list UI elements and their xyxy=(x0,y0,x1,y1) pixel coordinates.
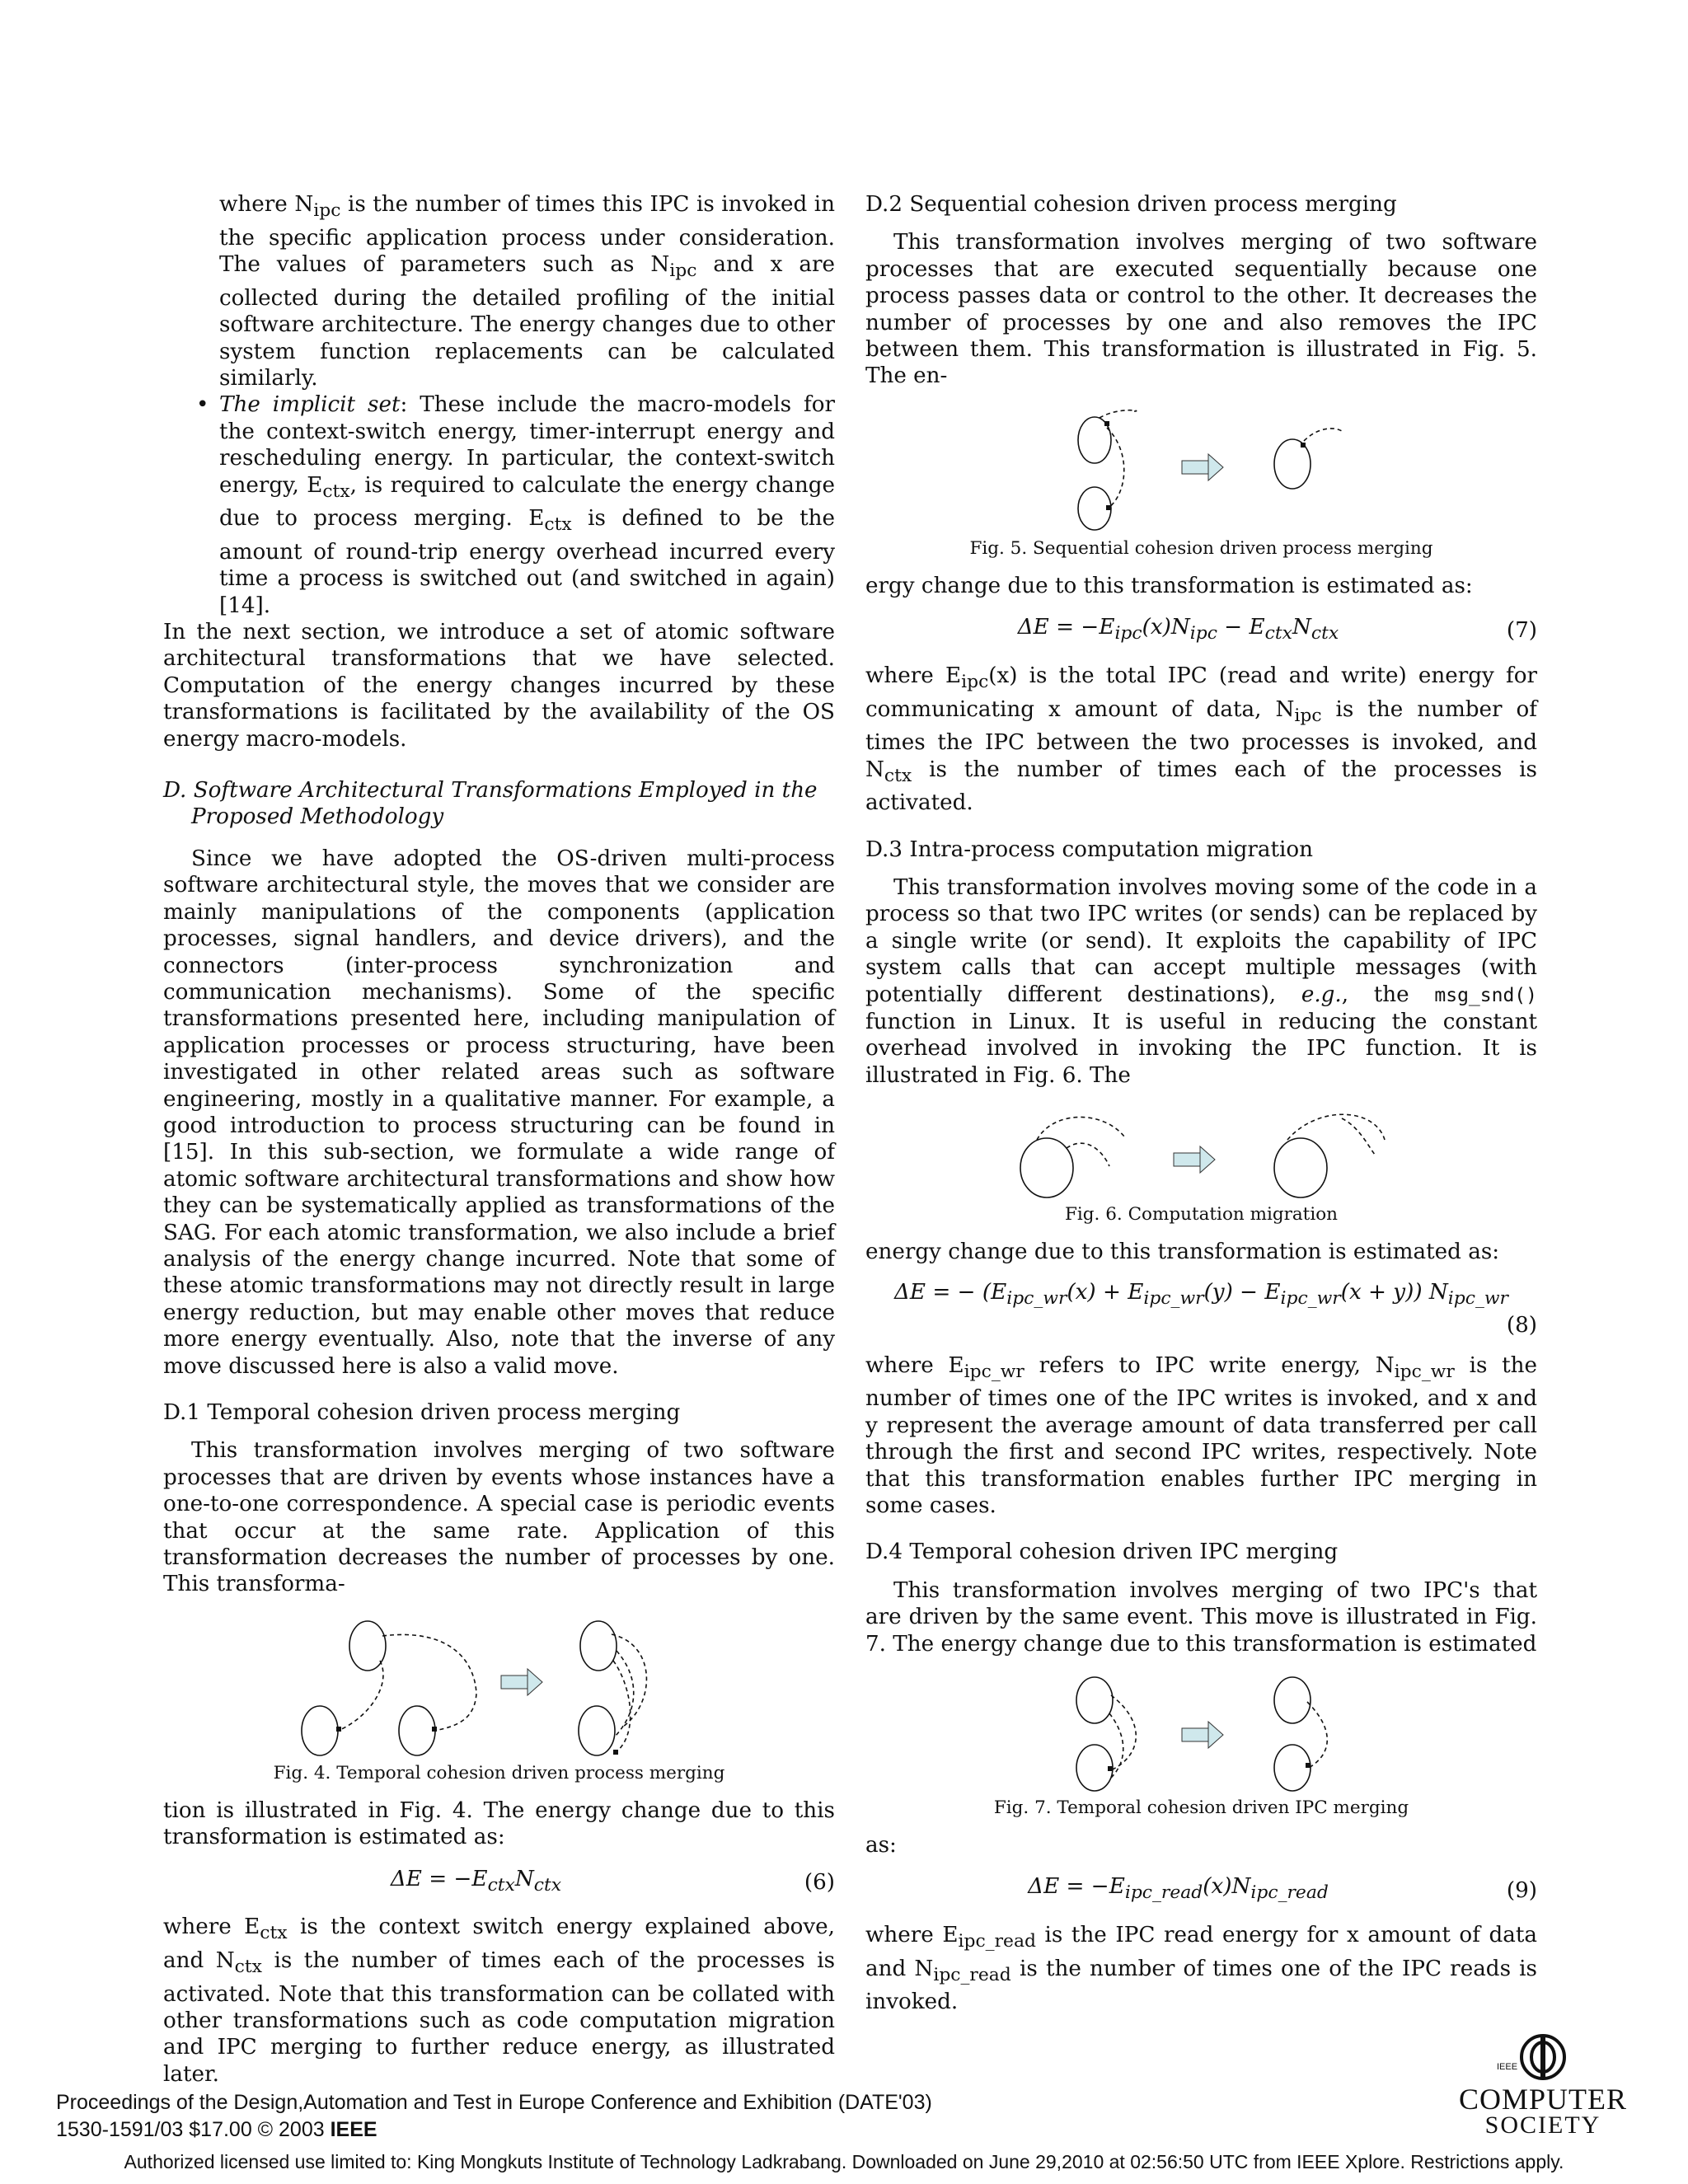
equation-6 xyxy=(163,1866,835,1900)
computer-society-logo xyxy=(1444,2032,1642,2148)
figure-caption: Fig. 6. Computation migration xyxy=(1065,1204,1338,1226)
figure-5 xyxy=(865,403,1537,560)
equation-number: (7) xyxy=(1506,618,1537,644)
ieee-cs-logo-icon xyxy=(1514,2032,1572,2082)
logo-line-2: SOCIETY xyxy=(1484,2111,1601,2139)
left-column xyxy=(163,191,835,2088)
equation-body: $\Delta E = -E_{ipc\_read}(x)N_{ipc\_read}$ xyxy=(1028,1874,1329,1904)
ieee-brand: IEEE xyxy=(330,2118,377,2141)
paragraph: as: xyxy=(865,1833,897,1858)
authorization-notice: Authorized licensed use limited to: King Mongkuts Institute of Technology Ladkrabang. Downloaded on June 29,2010 at 02:56:50 UTC from IEEE Xplore. Restrictions apply. xyxy=(124,2151,1564,2172)
section-heading: D. Software Architectural Transformations Employed in the Proposed Methodology xyxy=(163,778,818,830)
figure-caption: Fig. 4. Temporal cohesion driven process merging xyxy=(273,1762,725,1783)
logo-line-1: COMPUTER xyxy=(1458,2083,1628,2116)
paragraph: This transformation involves merging of two software processes that are executed sequentially because one process passes data or control to the other. It decreases the number of processes by one and also removes the IPC between them. This transformation is illustrated in Fig. 5. The en- xyxy=(865,230,1537,389)
fig6-diagram xyxy=(987,1102,1416,1201)
equation-7 xyxy=(865,614,1537,648)
logo-ieee-small: IEEE xyxy=(1497,2062,1518,2072)
paragraph: This transformation involves moving some of the code in a process so that two IPC writes (or sends) can be replaced by a single write (or send). It exploits the capability of IPC system calls that can accept multiple messages (with potentially different destinations), e.g., the msg_snd() function in Linux. It is useful in reducing the constant overhead involved in invoking the IPC function. It is illustrated in Fig. 6. The xyxy=(865,875,1537,1088)
footer-proceedings: Proceedings of the Design,Automation and Test in Europe Conference and Exhibition (DATE'03) xyxy=(56,2091,932,2114)
fig7-diagram xyxy=(1029,1671,1375,1794)
footer-copyright xyxy=(56,2116,932,2144)
subsection-heading: D.4 Temporal cohesion driven IPC merging xyxy=(865,1540,1339,1565)
page-footer xyxy=(56,2089,932,2144)
equation-8 xyxy=(865,1279,1537,1339)
equation-number: (8) xyxy=(1506,1313,1537,1338)
bullet-label: The implicit set xyxy=(219,392,401,418)
subsection-heading: D.2 Sequential cohesion driven process merging xyxy=(865,192,1397,217)
figure-4 xyxy=(163,1611,835,1784)
equation-body: $\Delta E = -E_{ctx}N_{ctx}$ xyxy=(390,1866,562,1896)
paragraph: where $E_{ctx}$ is the context switch energy explained above, and $N_{ctx}$ is the number of times each of the processes is activated. Note that this transformation can be collated with other transformations such as code computation migration and IPC merging to further reduce energy, as illustrated later. xyxy=(163,1915,836,2087)
bullet-text: : These include the macro-models for the context-switch energy, timer-interrupt energy and rescheduling energy. In particular, the context-switch energy, $E_{ctx}$, is required to calculate the energy change due to process merging. $E_{ctx}$ is defined to be the amount of round-trip energy overhead incurred every time a process is switched out (and switched in again) [14]. xyxy=(219,392,836,618)
paragraph: ergy change due to this transformation is estimated as: xyxy=(865,573,1473,598)
footer-copyright-text: 1530-1591/03 $17.00 © 2003 xyxy=(56,2118,325,2141)
paragraph: tion is illustrated in Fig. 4. The energy change due to this transformation is estimated as: xyxy=(163,1797,835,1850)
equation-9 xyxy=(865,1873,1537,1907)
figure-6 xyxy=(865,1102,1537,1226)
paragraph: Since we have adopted the OS-driven multi-process software architectural style, the moves that we consider are mainly manipulations of the components (application processes, signal handlers, and device drivers), and the connectors (inter-process synchronization and communication mechanisms). Some of the specific transformations presented here, including manipulation of application processes or process structuring, have been investigated in other related areas such as software engineering, mostly in a qualitative manner. For example, a good introduction to process structuring can be found in [15]. In this sub-section, we formulate a wide range of atomic software architectural transformations and show how they can be systematically applied as transformations of the SAG. For each atomic transformation, we also include a brief analysis of the energy change incurred. Note that some of these atomic transformations may not directly result in large energy reduction, but may enable other moves that reduce more energy eventually. Also, note that the inverse of any move discussed here is also a valid move. xyxy=(163,846,835,1379)
fig5-diagram xyxy=(1029,403,1375,535)
paragraph: energy change due to this transformation is estimated as: xyxy=(865,1240,1500,1265)
figure-caption: Fig. 5. Sequential cohesion driven process merging xyxy=(969,537,1433,559)
fig4-diagram xyxy=(285,1611,714,1760)
equation-number: (9) xyxy=(1506,1877,1537,1903)
figure-caption: Fig. 7. Temporal cohesion driven IPC merging xyxy=(993,1797,1409,1819)
equation-number: (6) xyxy=(804,1869,835,1895)
paragraph: where $E_{ipc\_wr}$ refers to IPC write energy, $N_{ipc\_wr}$ is the number of times one of the IPC writes is invoked, and x and y represent the average amount of data transferred per call through the first and second IPC writes, respectively. Note that this transformation enables further IPC merging in some cases. xyxy=(865,1352,1537,1518)
subsection-heading: D.1 Temporal cohesion driven process merging xyxy=(163,1400,681,1425)
paragraph: where $E_{ipc\_read}$ is the IPC read energy for x amount of data and $N_{ipc\_read}$ is the number of times one of the IPC reads is invoked. xyxy=(865,1923,1537,2015)
equation-body: $\Delta E = -E_{ipc}(x)N_{ipc} - E_{ctx}N_{ctx}$ xyxy=(1017,615,1339,644)
paragraph: where $N_{ipc}$ is the number of times this IPC is invoked in the specific application process under consideration. The values of parameters such as $N_{ipc}$ and x are collected during the detailed profiling of the initial software architecture. The energy changes due to other system function replacements can be calculated similarly. xyxy=(219,192,835,391)
paragraph: This transformation involves merging of two software processes that are driven by events whose instances have a one-to-one correspondence. A special case is periodic events that occur at the same rate. Application of this transformation decreases the number of processes by one. This transforma- xyxy=(163,1438,835,1597)
paragraph: This transformation involves merging of two IPC's that are driven by the same event. This move is illustrated in Fig. 7. The energy change due to this transformation is estimated xyxy=(865,1577,1537,1657)
subsection-heading: D.3 Intra-process computation migration xyxy=(865,837,1314,862)
figure-7 xyxy=(865,1671,1537,1819)
right-column xyxy=(865,191,1537,2016)
paragraph: In the next section, we introduce a set of atomic software architectural transformations that we have selected. Computation of the energy changes incurred by these transformations is facilitated by the availability of the OS energy macro-models. xyxy=(163,620,835,752)
bullet-item xyxy=(191,391,835,619)
bullet-icon: • xyxy=(196,392,209,418)
paragraph: where $E_{ipc}(x)$ is the total IPC (read and write) energy for communicating x amount of data, $N_{ipc}$ is the number of times the IPC between the two processes is invoked, and $N_{ctx}$ is the number of times each of the processes is activated. xyxy=(865,663,1537,816)
equation-body: ΔE = − $(E_{ipc\_wr}(x) + E_{ipc\_wr}(y) - E_{ipc\_wr}(x + y))$ $N_{ipc\_wr}$ xyxy=(894,1279,1508,1309)
